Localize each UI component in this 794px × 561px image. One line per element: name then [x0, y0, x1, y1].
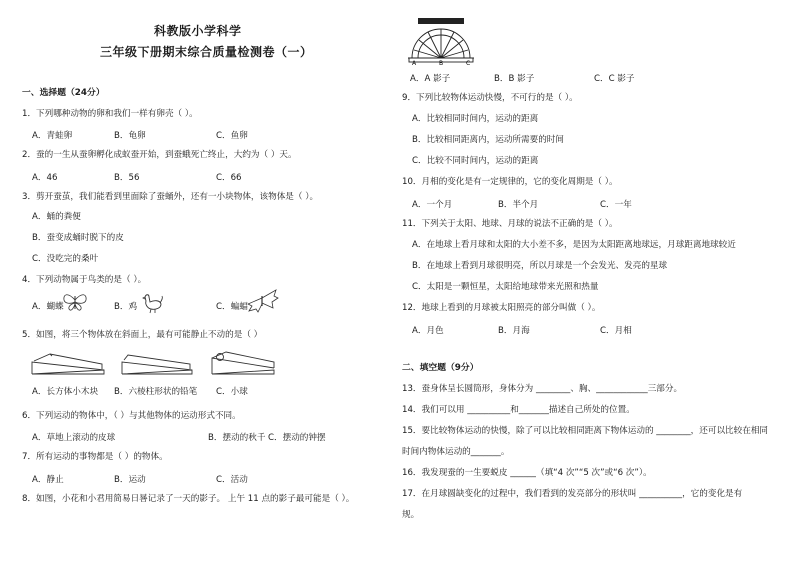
- option-a[interactable]: A．一个月: [412, 200, 453, 210]
- option-a[interactable]: A．46: [32, 173, 58, 183]
- question-3-option-c[interactable]: C．没吃完的桑叶: [32, 254, 99, 264]
- question-9: 9．下列比较物体运动快慢，不可行的是（ ）。: [402, 93, 578, 103]
- question-17-line1: 17．在月球圆缺变化的过程中，我们看到的发亮部分的形状叫 __________，它的变化是有: [402, 489, 743, 499]
- option-c[interactable]: C．月相: [600, 326, 632, 336]
- slope-with-pencil: [122, 355, 192, 374]
- chicken-icon: [140, 292, 164, 314]
- option-b[interactable]: B．龟卵: [114, 131, 146, 141]
- question-15-line2: 时间内物体运动的_______。: [402, 447, 510, 457]
- question-11: 11．下列关于太阳、地球、月球的说法不正确的是（ ）。: [402, 219, 618, 229]
- question-11-option-a[interactable]: A．在地球上看月球和太阳的大小差不多，是因为太阳距离地球远，月球距离地球较近: [412, 240, 736, 250]
- section-2-title: 二、填空题（9分）: [402, 363, 479, 373]
- option-a[interactable]: A．A 影子: [410, 74, 451, 84]
- option-b[interactable]: B．半个月: [498, 200, 539, 210]
- question-6: 6．下列运动的物体中，（ ）与其他物体的运动形式不同。: [22, 411, 241, 421]
- slope-with-block: [32, 354, 104, 374]
- option-c[interactable]: C．活动: [216, 475, 248, 485]
- slope-with-ball: [212, 352, 274, 374]
- question-9-option-b[interactable]: B．比较相同距离内，运动所需要的时间: [412, 135, 564, 145]
- question-7: 7．所有运动的事物都是（ ）的物体。: [22, 452, 168, 462]
- question-17-line2: 规。: [402, 510, 420, 520]
- exam-title-line2: 三年级下册期末综合质量检测卷（一）: [100, 45, 313, 59]
- option-a[interactable]: A．月色: [412, 326, 444, 336]
- bat-icon: [244, 288, 280, 314]
- option-c[interactable]: C．小球: [216, 387, 248, 397]
- sundial-label-a: A: [412, 60, 417, 66]
- question-1: 1．下列哪种动物的卵和我们一样有卵壳（ ）。: [22, 109, 198, 119]
- question-16: 16．我发现蚕的一生要蜕皮 ______（填“4 次”“5 次”或“6 次”）。: [402, 468, 652, 478]
- butterfly-icon: [62, 292, 88, 312]
- option-c[interactable]: C．66: [216, 173, 242, 183]
- section-1-title: 一、选择题（24分）: [22, 88, 105, 98]
- option-c[interactable]: C．摆动的钟摆: [268, 433, 326, 443]
- option-a[interactable]: A．草地上滚动的皮球: [32, 433, 116, 443]
- option-a[interactable]: A．青蛙卵: [32, 131, 73, 141]
- option-a[interactable]: A．静止: [32, 475, 64, 485]
- option-c[interactable]: C．一年: [600, 200, 632, 210]
- option-c[interactable]: C．C 影子: [594, 74, 635, 84]
- question-9-option-a[interactable]: A．比较相同时间内，运动的距离: [412, 114, 539, 124]
- option-b[interactable]: B．56: [114, 173, 140, 183]
- question-9-option-c[interactable]: C．比较不同时间内，运动的距离: [412, 156, 539, 166]
- exam-title-line1: 科教版小学科学: [154, 24, 242, 38]
- question-15-line1: 15．要比较物体运动的快慢，除了可以比较相同距离下物体运动的 ________，还可以比较在相同: [402, 426, 769, 436]
- question-11-option-b[interactable]: B．在地球上看到月球很明亮，所以月球是一个会发光、发亮的星球: [412, 261, 668, 271]
- option-b[interactable]: B．六棱柱形状的铅笔: [114, 387, 198, 397]
- option-a[interactable]: A．蝴蝶: [32, 302, 64, 312]
- question-14: 14．我们可以用 __________和_______描述自己所处的位置。: [402, 405, 635, 415]
- question-12: 12．地球上看到的月球被太阳照亮的部分叫做（ ）。: [402, 303, 601, 313]
- sundial-label-b: B: [439, 60, 444, 66]
- option-a[interactable]: A．长方体小木块: [32, 387, 99, 397]
- question-13: 13．蚕身体呈长圆筒形，身体分为 ________、胸、____________三部分。: [402, 384, 683, 394]
- option-b[interactable]: B．B 影子: [494, 74, 535, 84]
- question-11-option-c[interactable]: C．太阳是一颗恒星，太阳给地球带来光照和热量: [412, 282, 599, 292]
- question-4: 4．下列动物属于鸟类的是（ ）。: [22, 275, 147, 285]
- option-b[interactable]: B．运动: [114, 475, 146, 485]
- option-c[interactable]: C．蝙蝠: [216, 302, 248, 312]
- option-b[interactable]: B．摆动的秋千: [208, 433, 266, 443]
- slope-diagram: [30, 350, 280, 376]
- sundial-label-c: C: [466, 60, 471, 66]
- option-b[interactable]: B．鸡: [114, 302, 138, 312]
- option-c[interactable]: C．鱼卵: [216, 131, 248, 141]
- question-10: 10．月相的变化是有一定规律的，它的变化周期是（ ）。: [402, 177, 618, 187]
- question-3-option-a[interactable]: A．蛹的粪便: [32, 212, 81, 222]
- question-3: 3．剪开蚕茧，我们能看到里面除了蚕蛹外，还有一小块物体，该物体是（ ）。: [22, 192, 319, 202]
- question-5: 5．如图，将三个物体放在斜面上，最有可能静止不动的是（ ）: [22, 330, 263, 340]
- question-3-option-b[interactable]: B．蚕变成蛹时脱下的皮: [32, 233, 124, 243]
- sundial-diagram: [406, 14, 476, 66]
- question-8: 8．如图，小花和小君用简易日晷记录了一天的影子。 上午 11 点的影子最可能是（ ）。: [22, 494, 355, 504]
- option-b[interactable]: B．月海: [498, 326, 530, 336]
- question-2: 2．蚕的一生从蚕卵孵化成蚁蚕开始，到蚕蛾死亡终止，大约为（ ）天。: [22, 150, 297, 160]
- sundial-top-bar: [418, 18, 464, 24]
